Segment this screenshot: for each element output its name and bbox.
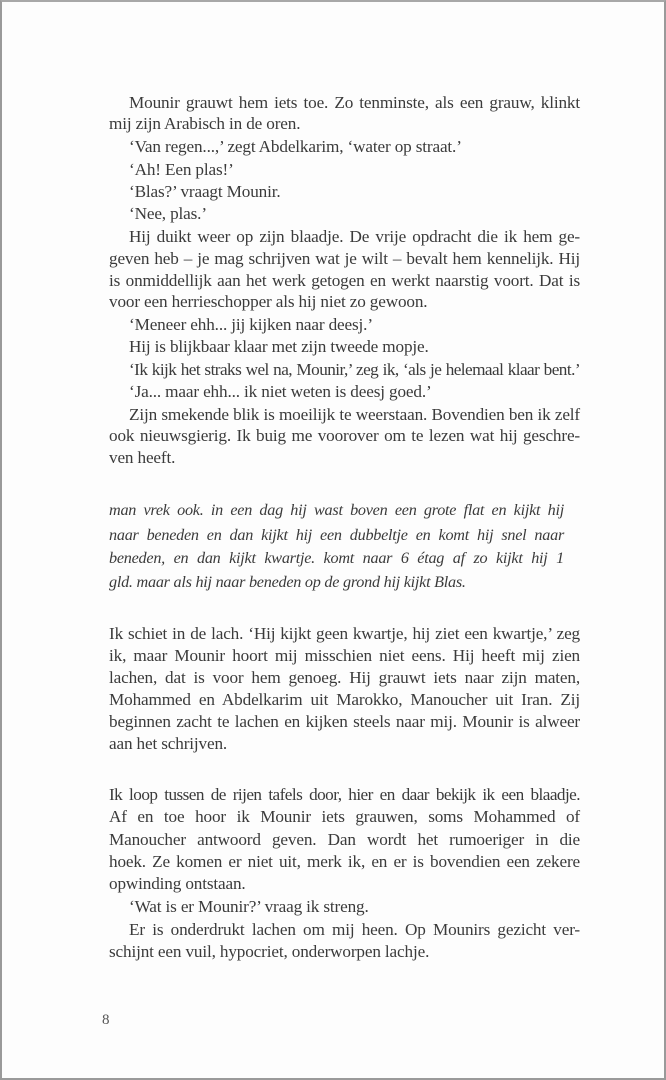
text-line: ‘Ah! Een plas!’ <box>129 160 234 179</box>
text-line: ‘Meneer ehh... jij kijken naar deesj.’ <box>129 315 373 334</box>
text-line: geven heb – je mag schrijven wat je wilt – bevalt hem kennelijk. Hij <box>109 249 580 268</box>
text-line: ‘Ja... maar ehh... ik niet weten is deesj goed.’ <box>129 382 432 401</box>
page-number: 8 <box>102 1012 110 1028</box>
text-line: ‘Blas?’ vraagt Mounir. <box>129 182 281 201</box>
text-line: ‘Wat is er Mounir?’ vraag ik streng. <box>129 897 369 916</box>
text-line: opwinding ontstaan. <box>109 874 246 893</box>
text-line: naar beneden en dan kijkt hij een dubbeltje en komt hij snel naar <box>109 526 564 544</box>
text-line: ‘Van regen...,’ zegt Abdelkarim, ‘water op straat.’ <box>129 137 462 156</box>
text-line: Mohammed en Abdelkarim uit Marokko, Manoucher uit Iran. Zij <box>109 690 580 709</box>
text-line: gld. maar als hij naar beneden op de grond hij kijkt Blas. <box>109 573 466 591</box>
text-line: lachen, dat is voor hem genoeg. Hij grauwt iets naar zijn maten, <box>109 668 580 687</box>
text-line: mij zijn Arabisch in de oren. <box>109 114 301 133</box>
text-line: Er is onderdrukt lachen om mij heen. Op Mounirs gezicht ver- <box>129 920 580 939</box>
text-line: Zijn smekende blik is moeilijk te weerstaan. Bovendien ben ik zelf <box>129 405 580 424</box>
text-line: aan het schrijven. <box>109 734 228 753</box>
text-line: voor een herrieschopper als hij niet zo gewoon. <box>109 292 428 311</box>
text-line: ‘Ik kijk het straks wel na, Mounir,’ zeg ik, ‘als je helemaal klaar bent.’ <box>129 360 580 379</box>
text-line: is onmiddellijk aan het werk getogen en werkt naarstig voort. Dat is <box>109 271 580 290</box>
text-line: beneden, en dan kijkt kwartje. komt naar 6 étag af zo kijkt hij 1 <box>109 549 564 567</box>
text-line: Manoucher antwoord geven. Dan wordt het rumoeriger in die <box>109 830 580 849</box>
text-line: ven heeft. <box>109 448 176 467</box>
text-line: Af en toe hoor ik Mounir iets grauwen, soms Mohammed of <box>109 807 580 826</box>
text-line: ‘Nee, plas.’ <box>129 204 207 223</box>
text-line: Ik loop tussen de rijen tafels door, hier en daar bekijk ik een blaadje. <box>109 785 580 804</box>
text-line: Hij is blijkbaar klaar met zijn tweede mopje. <box>129 337 429 356</box>
text-line: schijnt een vuil, hypocriet, onderworpen lachje. <box>109 942 430 961</box>
text-line: Mounir grauwt hem iets toe. Zo tenminste, als een grauw, klinkt <box>129 93 580 112</box>
text-line: beginnen zacht te lachen en kijken steels naar mij. Mounir is alweer <box>109 712 580 731</box>
text-line: hoek. Ze komen er niet uit, merk ik, en er is bovendien een zekere <box>109 852 580 871</box>
text-line: man vrek ook. in een dag hij wast boven een grote flat en kijkt hij <box>109 501 564 519</box>
text-line: ik, maar Mounir hoort mij misschien niet eens. Hij heeft mij zien <box>109 646 580 665</box>
text-line: Ik schiet in de lach. ‘Hij kijkt geen kwartje, hij ziet een kwartje,’ zeg <box>109 624 580 643</box>
text-line: ook nieuwsgierig. Ik buig me voorover om te lezen wat hij geschre- <box>109 426 580 445</box>
text-line: Hij duikt weer op zijn blaadje. De vrije opdracht die ik hem ge- <box>129 227 580 246</box>
